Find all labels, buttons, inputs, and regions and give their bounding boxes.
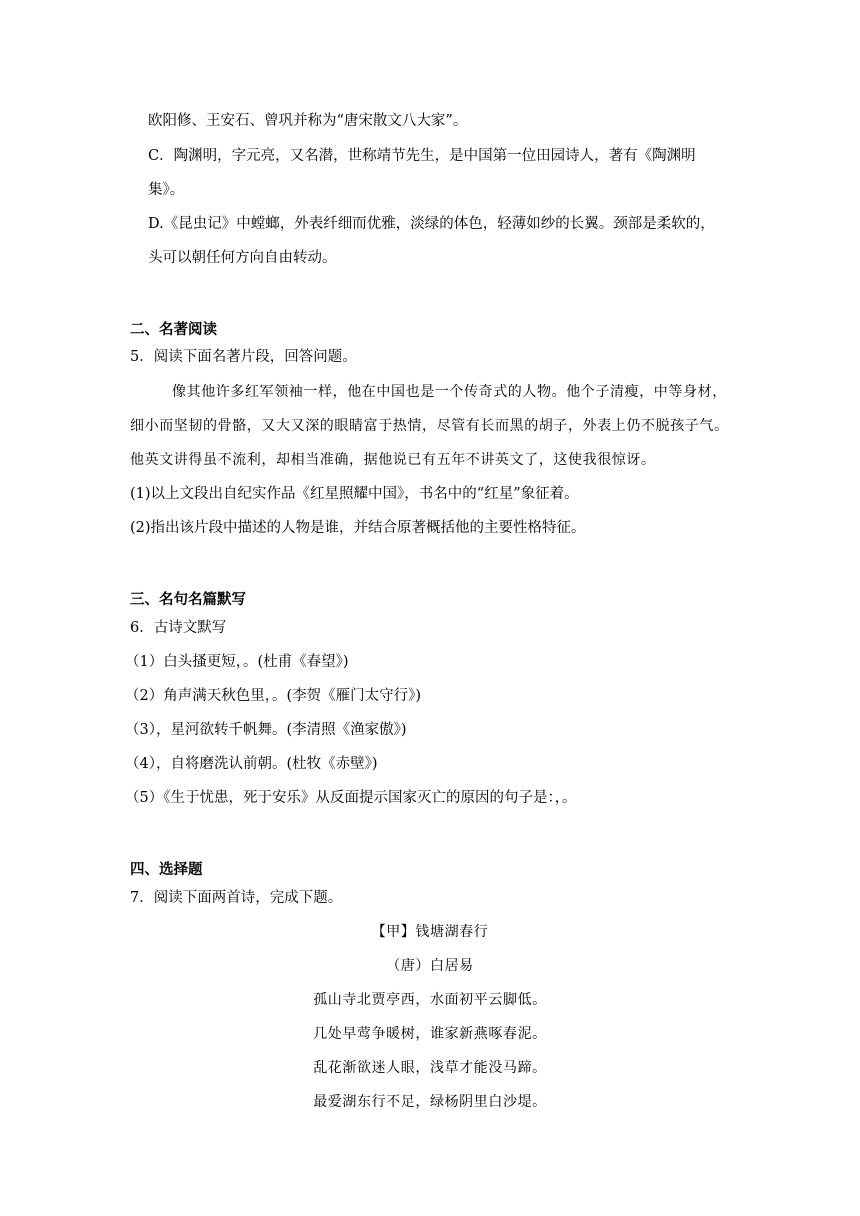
- question-5: 5．阅读下面名著片段，回答问题。: [130, 349, 357, 365]
- option-d-line-2: 头可以朝任何方向自由转动。: [148, 250, 337, 266]
- passage-line-2: 细小而坚韧的骨骼，又大又深的眼睛富于热情，尽管有长而黑的胡子，外表上仍不脱孩子气。: [130, 418, 729, 434]
- dictation-item: （3），星河欲转千帆舞。(李清照《渔家傲》): [125, 722, 407, 738]
- dictation-item: （2）角声满天秋色里，。(李贺《雁门太守行》): [125, 688, 422, 704]
- option-c-line-1: C．陶渊明，字元亮，又名潜，世称靖节先生，是中国第一位田园诗人，著有《陶渊明: [148, 148, 696, 164]
- option-d-line-1: D.《昆虫记》中螳螂，外表纤细而优雅，淡绿的体色，轻薄如纱的长翼。颈部是柔软的，: [148, 216, 715, 232]
- dictation-item: （4），自将磨洗认前朝。(杜牧《赤壁》): [125, 756, 378, 772]
- dictation-item: （1）白头搔更短，。(杜甫《春望》): [125, 654, 349, 670]
- poem-line: 最爱湖东行不足，绿杨阴里白沙堤。: [313, 1094, 547, 1110]
- section-heading-multiple-choice: 四、选择题: [130, 862, 203, 878]
- poem-title: 【甲】钱塘湖春行: [371, 924, 489, 940]
- passage-line-3: 他英文讲得虽不流利，却相当准确，据他说已有五年不讲英文了，这使我很惊讶。: [130, 452, 656, 468]
- poem-line: 孤山寺北贾亭西，水面初平云脚低。: [313, 992, 547, 1008]
- section-heading-famous-lines: 三、名句名篇默写: [130, 592, 246, 608]
- question-6: 6．古诗文默写: [130, 620, 227, 636]
- section-heading-classics-reading: 二、名著阅读: [130, 322, 217, 338]
- sub-question-1: (1)以上文段出自纪实作品《红星照耀中国》，书名中的“红星”象征着。: [130, 486, 579, 502]
- poem-line: 乱花渐欲迷人眼，浅草才能没马蹄。: [313, 1060, 547, 1076]
- sub-question-2: (2)指出该片段中描述的人物是谁，并结合原著概括他的主要性格特征。: [130, 520, 586, 536]
- option-b-continuation: 欧阳修、王安石、曾巩并称为“唐宋散文八大家”。: [148, 113, 468, 129]
- passage-line-1: 像其他许多红军领袖一样，他在中国也是一个传奇式的人物。他个子清瘦，中等身材，: [172, 384, 727, 400]
- dictation-item: （5）《生于忧患，死于安乐》从反面提示国家灭亡的原因的句子是：，。: [125, 790, 577, 806]
- question-7: 7．阅读下面两首诗，完成下题。: [130, 890, 343, 906]
- poem-line: 几处早莺争暖树，谁家新燕啄春泥。: [313, 1026, 547, 1042]
- option-c-line-2: 集》。: [148, 182, 185, 198]
- poem-author: （唐）白居易: [386, 958, 474, 974]
